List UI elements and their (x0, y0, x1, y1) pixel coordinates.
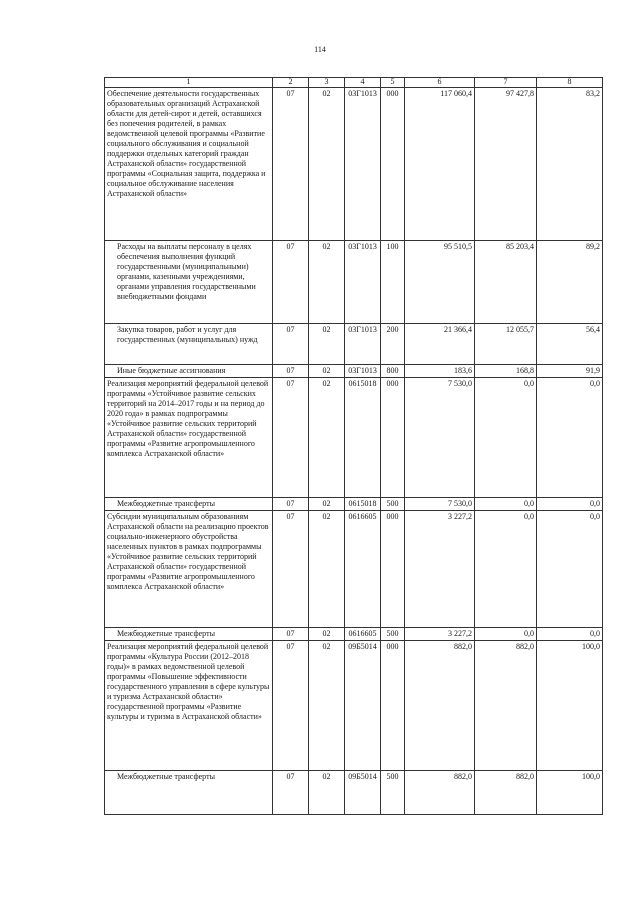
row-section: 07 (273, 771, 309, 815)
budget-table (104, 77, 603, 815)
row-target-article: 0615018 (345, 498, 381, 511)
row-executed: 882,0 (475, 641, 537, 771)
row-executed: 12 055,7 (475, 324, 537, 365)
row-expense-type: 000 (381, 511, 405, 628)
row-expense-type: 100 (381, 241, 405, 324)
row-executed: 0,0 (475, 628, 537, 641)
page-number: 114 (314, 45, 326, 54)
row-target-article: 0615018 (345, 378, 381, 498)
column-header: 5 (381, 78, 405, 88)
table-row (105, 628, 603, 641)
row-name: Межбюджетные трансферты (105, 771, 273, 815)
row-percent: 56,4 (537, 324, 603, 365)
row-name: Реализация мероприятий федеральной целевой программы «Устойчивое развитие сельских территорий на 2014–2017 годы и на период до 2020 года» в рамках подпрограммы «Устойчивое развитие сельских территорий Астраханской области» государственной программы «Развитие агропромышленного комплекса Астраханской области» (105, 378, 273, 498)
column-header: 8 (537, 78, 603, 88)
row-executed: 85 203,4 (475, 241, 537, 324)
row-target-article: 09Б5014 (345, 771, 381, 815)
row-name: Межбюджетные трансферты (105, 628, 273, 641)
row-target-article: 03Г1013 (345, 241, 381, 324)
row-percent: 89,2 (537, 241, 603, 324)
row-expense-type: 500 (381, 771, 405, 815)
row-planned: 21 366,4 (405, 324, 475, 365)
row-expense-type: 000 (381, 641, 405, 771)
row-subsection: 02 (309, 324, 345, 365)
row-expense-type: 500 (381, 628, 405, 641)
row-name: Обеспечение деятельности государственных образовательных организаций Астраханской области для детей-сирот и детей, оставшихся без попечения родителей, в рамках ведомственной целевой программы «Развитие социального обслуживания и социальной поддержки отдельных категорий граждан Астраханской области» государственной программы «Социальная защита, поддержка и социальное обслуживание населения Астраханской области» (105, 88, 273, 241)
row-section: 07 (273, 628, 309, 641)
row-percent: 0,0 (537, 378, 603, 498)
row-expense-type: 200 (381, 324, 405, 365)
row-planned: 95 510,5 (405, 241, 475, 324)
row-subsection: 02 (309, 628, 345, 641)
table-row (105, 771, 603, 815)
row-executed: 97 427,8 (475, 88, 537, 241)
row-executed: 882,0 (475, 771, 537, 815)
column-header: 6 (405, 78, 475, 88)
row-percent: 100,0 (537, 641, 603, 771)
table-row (105, 324, 603, 365)
row-section: 07 (273, 641, 309, 771)
row-planned: 7 530,0 (405, 378, 475, 498)
row-planned: 882,0 (405, 771, 475, 815)
column-header: 7 (475, 78, 537, 88)
row-target-article: 0616605 (345, 511, 381, 628)
table-row (105, 378, 603, 498)
row-expense-type: 000 (381, 378, 405, 498)
column-header: 2 (273, 78, 309, 88)
row-target-article: 03Г1013 (345, 324, 381, 365)
row-section: 07 (273, 511, 309, 628)
table-row (105, 241, 603, 324)
row-target-article: 09Б5014 (345, 641, 381, 771)
row-planned: 183,6 (405, 365, 475, 378)
row-target-article: 03Г1013 (345, 88, 381, 241)
row-section: 07 (273, 241, 309, 324)
row-planned: 7 530,0 (405, 498, 475, 511)
table-row (105, 365, 603, 378)
row-target-article: 03Г1013 (345, 365, 381, 378)
row-percent: 0,0 (537, 498, 603, 511)
row-percent: 0,0 (537, 511, 603, 628)
row-section: 07 (273, 498, 309, 511)
row-section: 07 (273, 88, 309, 241)
row-name: Межбюджетные трансферты (105, 498, 273, 511)
row-name: Субсидии муниципальным образованиям Астраханской области на реализацию проектов социально-инженерного обустройства населенных пунктов в рамках подпрограммы «Устойчивое развитие сельских территорий Астраханской области» государственной программы «Развитие агропромышленного комплекса Астраханской области» (105, 511, 273, 628)
row-subsection: 02 (309, 771, 345, 815)
row-percent: 100,0 (537, 771, 603, 815)
row-subsection: 02 (309, 241, 345, 324)
row-percent: 83,2 (537, 88, 603, 241)
row-executed: 0,0 (475, 378, 537, 498)
row-name: Расходы на выплаты персоналу в целях обеспечения выполнения функций государственными (муниципальными) органами, казенными учреждениями, органами управления государственными внебюджетными фондами (105, 241, 273, 324)
row-subsection: 02 (309, 641, 345, 771)
table-row (105, 88, 603, 241)
row-subsection: 02 (309, 365, 345, 378)
row-name: Закупка товаров, работ и услуг для государственных (муниципальных) нужд (105, 324, 273, 365)
row-section: 07 (273, 365, 309, 378)
row-planned: 3 227,2 (405, 511, 475, 628)
row-target-article: 0616605 (345, 628, 381, 641)
row-executed: 0,0 (475, 511, 537, 628)
column-header: 1 (105, 78, 273, 88)
row-name: Иные бюджетные ассигнования (105, 365, 273, 378)
row-name: Реализация мероприятий федеральной целевой программы «Культура России (2012–2018 годы)» в рамках ведомственной целевой программы «Повышение эффективности государственного управления в сфере культуры и туризма Астраханской области» государственной программы «Развитие культуры и туризма в Астраханской области» (105, 641, 273, 771)
row-expense-type: 800 (381, 365, 405, 378)
row-expense-type: 500 (381, 498, 405, 511)
row-percent: 0,0 (537, 628, 603, 641)
row-executed: 0,0 (475, 498, 537, 511)
row-expense-type: 000 (381, 88, 405, 241)
row-executed: 168,8 (475, 365, 537, 378)
row-section: 07 (273, 378, 309, 498)
row-section: 07 (273, 324, 309, 365)
table-row (105, 498, 603, 511)
column-header: 4 (345, 78, 381, 88)
table-header-row (105, 78, 603, 88)
row-subsection: 02 (309, 511, 345, 628)
row-percent: 91,9 (537, 365, 603, 378)
row-subsection: 02 (309, 498, 345, 511)
table-row (105, 641, 603, 771)
row-planned: 117 060,4 (405, 88, 475, 241)
column-header: 3 (309, 78, 345, 88)
row-planned: 882,0 (405, 641, 475, 771)
row-subsection: 02 (309, 378, 345, 498)
row-planned: 3 227,2 (405, 628, 475, 641)
table-row (105, 511, 603, 628)
row-subsection: 02 (309, 88, 345, 241)
